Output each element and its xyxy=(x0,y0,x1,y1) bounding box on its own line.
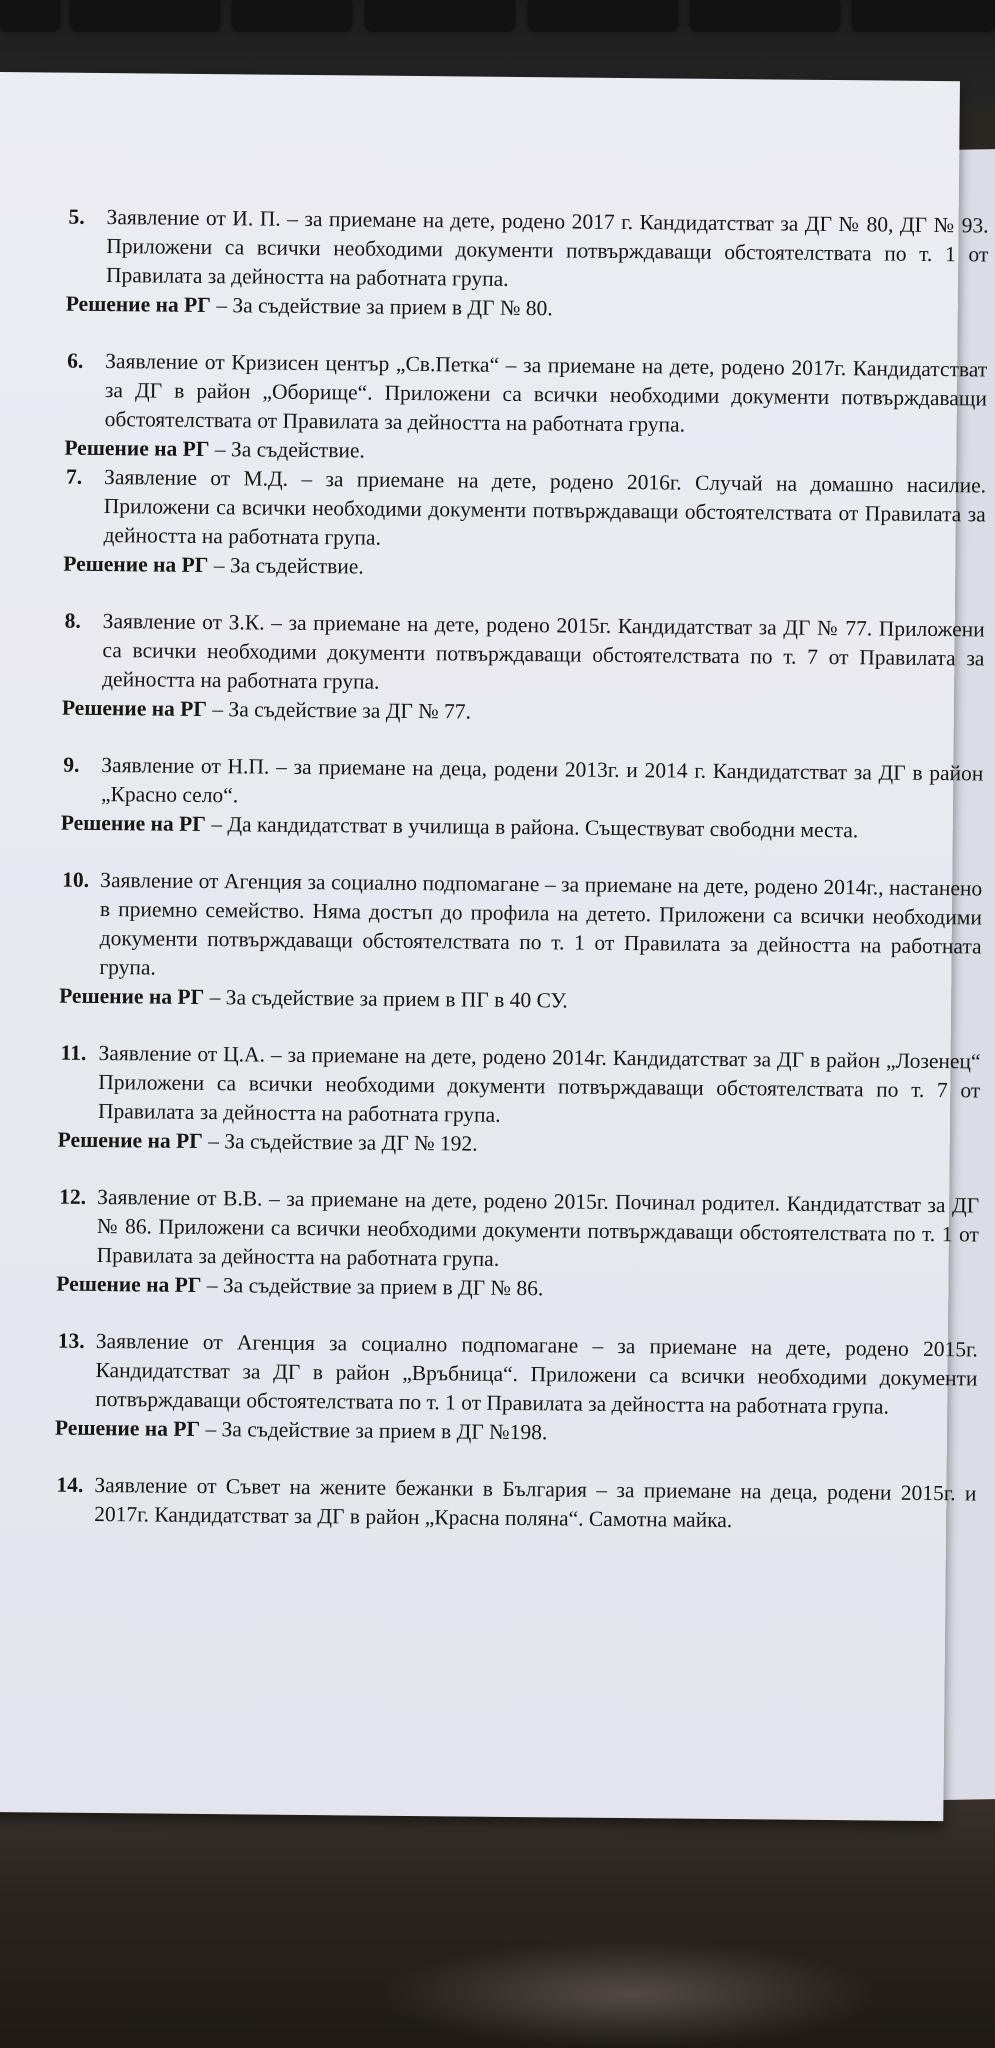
decision-label: Решение на РГ xyxy=(61,695,208,722)
list-item xyxy=(56,1471,977,1538)
decision-label: Решение на РГ xyxy=(63,551,209,578)
item-number: 12. xyxy=(59,1184,87,1209)
document-page xyxy=(0,72,989,1821)
keyboard-key xyxy=(528,0,678,30)
keyboard-key xyxy=(690,0,840,30)
keyboard-key xyxy=(365,0,515,30)
decision-label: Решение на РГ xyxy=(64,435,210,462)
list-item xyxy=(66,347,987,472)
decision-text: – За съдействие за ДГ № 77. xyxy=(206,697,472,724)
item-text: Заявление от Кризисен център „Св.Петка“ – за приемане на дете, родено 2017г. Кандидатстват за ДГ в район „Оборище“. Приложени са всички необходими документи потвърждаващи обстоятелствата от Правилата за дейността на работната група. xyxy=(104,349,988,437)
keyboard-key xyxy=(232,0,352,30)
decision-text: – За съдействие за прием в ДГ № 80. xyxy=(210,293,553,321)
item-text: Заявление от Агенция за социално подпомагане – за приемане на дете, родено 2014г., настанено в приемно семейство. Няма достъп до профила на детето. Приложени са всички необходими документи потвърждаващи обстоятелствата по т. 1 от Правилата за дейността на работната група. xyxy=(99,868,983,980)
item-text: Заявление от Ц.А. – за приемане на дете, родено 2014г. Кандидатстват за ДГ в район „Лозенец“ Приложени са всички необходими документи потвърждаващи обстоятелствата по т. 7 от Правилата за дейността на работната група. xyxy=(97,1040,981,1127)
decision-label: Решение на РГ xyxy=(59,983,205,1010)
item-number: 5. xyxy=(68,204,85,229)
decision-text: – За съдействие за прием в ДГ №198. xyxy=(199,1416,548,1445)
keyboard-key xyxy=(852,0,995,30)
decision-text: – За съдействие. xyxy=(209,437,365,463)
list-item xyxy=(61,866,982,1020)
item-text: Заявление от Агенция за социално подпомагане – за приемане на дете, родено 2015г. Кандидатстват за ДГ в район „Връбница“. Приложени са всички необходими документи потвърждаващи обстоятелствата по т. 1 от Правилата за дейността на работната група. xyxy=(95,1328,978,1419)
decision-text: – Да кандидатстват в училища в района. Съществуват свободни места. xyxy=(205,812,859,843)
item-text: Заявление от З.К. – за приемане на дете, родено 2015г. Кандидатстват за ДГ № 77. Приложени са всички необходими документи потвърждаващи обстоятелствата по т. 7 от Правилата за дейността на работната група. xyxy=(102,609,985,694)
item-number: 14. xyxy=(56,1472,84,1497)
keyboard-key xyxy=(70,0,220,30)
item-text: Заявление от Н.П. – за приемане на деца, родени 2013г. и 2014 г. Кандидатстват за ДГ в район „Красно село“. xyxy=(100,753,984,808)
list-item xyxy=(58,1183,979,1308)
decision-label: Решение на РГ xyxy=(60,810,207,837)
item-number: 7. xyxy=(66,464,83,489)
list-item xyxy=(61,607,985,732)
decision-label: Решение на РГ xyxy=(57,1127,203,1153)
decision-label: Решение на РГ xyxy=(65,291,211,318)
item-text: Заявление от Съвет на жените бежанки в България – за приемане на деца, родени 2015г. и 2017г. Кандидатстват за ДГ в район „Красна поляна“. Самотна майка. xyxy=(94,1472,977,1533)
table-reflection xyxy=(380,1940,880,2048)
decision-text: – За съдействие за прием в ПГ в 40 СУ. xyxy=(204,985,568,1013)
decision-text: – За съдействие. xyxy=(208,553,364,579)
decision-text: – За съдействие за ДГ № 192. xyxy=(202,1128,478,1156)
item-number: 10. xyxy=(62,867,90,892)
document-body xyxy=(56,203,989,1538)
item-text: Заявление от М.Д. – за приемане на дете, родено 2016г. Случай на домашно насилие. Приложени са всички необходими документи потвърждаващи обстоятелствата от Правилата за дейността на работната група. xyxy=(103,465,987,550)
item-text: Заявление от И. П. – за приемане на дете, родено 2017 г. Кандидатстват за ДГ № 80, ДГ № 93. Приложени са всички необходими документи потвърждаващи обстоятелствата по т. 1 от Правилата за дейността на работната група. xyxy=(105,205,989,291)
item-number: 8. xyxy=(64,608,81,633)
keyboard-key xyxy=(0,0,60,30)
item-number: 9. xyxy=(63,752,80,777)
item-number: 11. xyxy=(60,1040,87,1065)
list-item xyxy=(65,203,989,328)
list-item xyxy=(54,1327,978,1452)
list-item xyxy=(65,463,986,588)
list-item xyxy=(57,1039,981,1164)
item-number: 13. xyxy=(57,1328,85,1353)
decision-label: Решение на РГ xyxy=(54,1415,201,1441)
item-number: 6. xyxy=(67,348,84,373)
list-item xyxy=(60,751,984,847)
item-text: Заявление от В.В. – за приемане на дете, родено 2015г. Починал родител. Кандидатстват за ДГ № 86. Приложени са всички необходими документи потвърждаващи обстоятелствата по т. 1 от Правилата за дейността на работната група. xyxy=(96,1184,980,1271)
decision-text: – За съдействие за прием в ДГ № 86. xyxy=(201,1272,544,1301)
decision-label: Решение на РГ xyxy=(56,1271,202,1297)
